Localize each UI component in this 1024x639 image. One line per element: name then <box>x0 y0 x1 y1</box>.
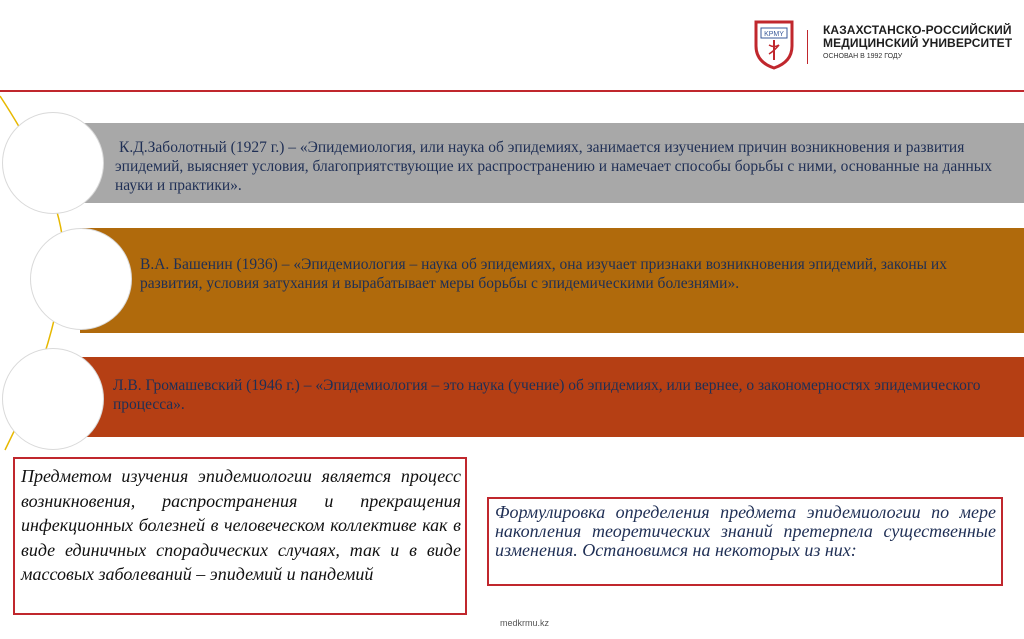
note-box: Формулировка определения предмета эпидемиологии по мере накопления теоретических знаний претерпела существенные изменения. Остановимся на некоторых из них: <box>487 497 1003 586</box>
footer-website: medkrmu.kz <box>500 618 550 628</box>
definition-text: Л.В. Громашевский (1946 г.) – «Эпидемиология – это наука (учение) об эпидемиях, или вернее, о закономерностях эпидемического процесса». <box>113 377 981 413</box>
definition-band-gromashevsky <box>80 357 1024 437</box>
logo-text: KPMY <box>764 31 784 38</box>
definition-band-zabolotny <box>80 123 1024 203</box>
university-name-line2: МЕДИЦИНСКИЙ УНИВЕРСИТЕТ <box>823 36 1013 50</box>
bullet-circle <box>2 348 104 450</box>
bullet-circle <box>30 228 132 330</box>
university-logo-icon <box>752 18 796 70</box>
header-divider <box>0 90 1024 92</box>
university-name-line1: КАЗАХСТАНСКО-РОССИЙСКИЙ <box>823 23 1012 37</box>
subject-definition-box: Предметом изучения эпидемиологии является процесс возникновения, распространения и прекращения инфекционных болезней в человеческом коллективе как в виде единичных спорадических случаях, так и в виде массовых заболеваний – эпидемий и пандемий <box>13 457 467 615</box>
definition-text: К.Д.Заболотный (1927 г.) – «Эпидемиология, или наука об эпидемиях, занимается изучением причин возникновения и развития эпидемий, выясняет условия, благоприятствующие их распространению и намечает способы борьбы с ними, основанные на данных науки и практики». <box>115 139 992 194</box>
bullet-circle <box>2 112 104 214</box>
logo-divider <box>807 30 808 64</box>
founded-label: ОСНОВАН В 1992 ГОДУ <box>823 53 903 60</box>
definition-text: В.А. Башенин (1936) – «Эпидемиология – наука об эпидемиях, она изучает признаки возникновения эпидемий, законы их развития, условия затухания и вырабатывает меры борьбы с эпидемическими болезнями». <box>140 256 947 292</box>
university-name <box>823 24 1012 50</box>
definition-band-bashenin <box>80 228 1024 333</box>
